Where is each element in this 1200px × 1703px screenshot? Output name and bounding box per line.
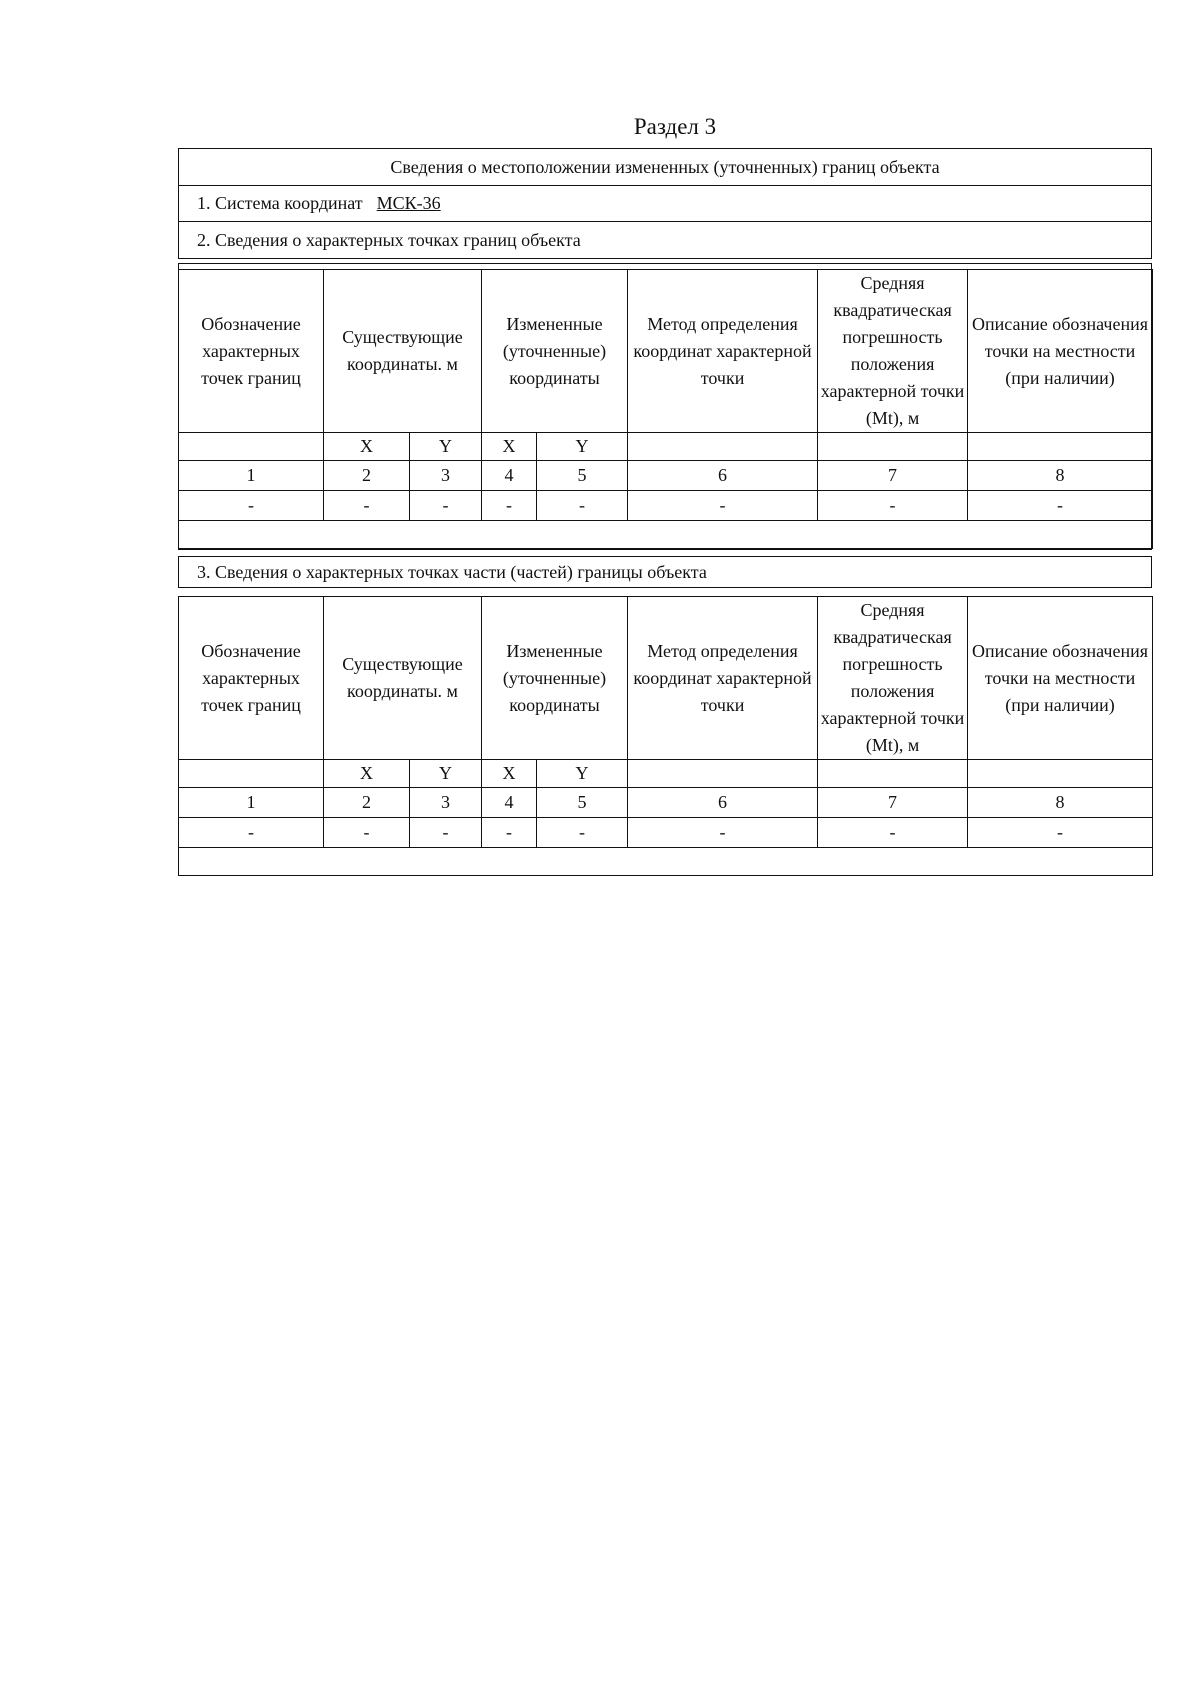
table2-axes-row: [179, 760, 1153, 788]
col-number: 8: [968, 788, 1153, 818]
col-number: 5: [537, 461, 628, 491]
col-existing: Существующие координаты. м: [324, 597, 482, 760]
coord-system-row: [178, 185, 1152, 222]
col-number: 1: [179, 461, 324, 491]
col-changed: Измененные (уточненные) координаты: [482, 597, 628, 760]
table-cell: -: [410, 818, 482, 848]
page-title: Раздел 3: [633, 114, 717, 139]
table-cell: -: [628, 818, 818, 848]
col-number: 8: [968, 461, 1153, 491]
table-cell: -: [410, 491, 482, 521]
table-cell: -: [179, 818, 324, 848]
col-number: 7: [818, 461, 968, 491]
table2-empty-row: [179, 848, 1153, 876]
axis-x: X: [482, 433, 537, 461]
block2-title-row: [178, 221, 1152, 259]
table2-number-row: [179, 788, 1153, 818]
axis-x: X: [324, 760, 410, 788]
table1-data-row: [179, 491, 1153, 521]
col-method: Метод определения координат характерной точки: [628, 597, 818, 760]
axis-y: Y: [410, 433, 482, 461]
table2-header-row: [179, 597, 1153, 760]
table-cell: -: [818, 818, 968, 848]
table-cell: -: [324, 818, 410, 848]
table-cell: -: [818, 491, 968, 521]
table-cell: -: [537, 491, 628, 521]
col-error: Средняя квадратическая погрешность положения характерной точки (Mt), м: [818, 270, 968, 433]
col-description: Описание обозначения точки на местности (при наличии): [968, 597, 1153, 760]
table1-empty-row: [179, 521, 1153, 549]
table1: [178, 269, 1153, 549]
section-header: [178, 148, 1152, 186]
col-number: 5: [537, 788, 628, 818]
table-cell: -: [968, 491, 1153, 521]
table-cell: -: [537, 818, 628, 848]
col-number: 3: [410, 461, 482, 491]
coord-system-value: МСК-36: [376, 193, 441, 213]
coord-system-label: 1. Система координат: [197, 193, 363, 213]
table1-axes-row: [179, 433, 1153, 461]
col-number: 7: [818, 788, 968, 818]
axis-x: X: [324, 433, 410, 461]
col-number: 2: [324, 788, 410, 818]
table-cell: -: [324, 491, 410, 521]
table-cell: -: [482, 491, 537, 521]
col-description: Описание обозначения точки на местности (при наличии): [968, 270, 1153, 433]
section-header-text: Сведения о местоположении измененных (уточненных) границ объекта: [390, 156, 940, 177]
col-designation: Обозначение характерных точек границ: [179, 597, 324, 760]
col-number: 2: [324, 461, 410, 491]
col-number: 1: [179, 788, 324, 818]
col-number: 4: [482, 788, 537, 818]
col-number: 3: [410, 788, 482, 818]
col-number: 6: [628, 461, 818, 491]
axis-x: X: [482, 760, 537, 788]
block3-title: 3. Сведения о характерных точках части (частей) границы объекта: [197, 561, 707, 582]
table1-header-row: [179, 270, 1153, 433]
col-designation: Обозначение характерных точек границ: [179, 270, 324, 433]
col-error: Средняя квадратическая погрешность положения характерной точки (Mt), м: [818, 597, 968, 760]
table-cell: -: [628, 491, 818, 521]
table-cell: -: [482, 818, 537, 848]
col-existing: Существующие координаты. м: [324, 270, 482, 433]
block2-title: 2. Сведения о характерных точках границ объекта: [197, 229, 581, 250]
axis-y: Y: [410, 760, 482, 788]
table2: [178, 596, 1153, 876]
table-cell: -: [968, 818, 1153, 848]
col-changed: Измененные (уточненные) координаты: [482, 270, 628, 433]
col-method: Метод определения координат характерной точки: [628, 270, 818, 433]
axis-y: Y: [537, 433, 628, 461]
table1-number-row: [179, 461, 1153, 491]
table-cell: -: [179, 491, 324, 521]
col-number: 6: [628, 788, 818, 818]
block3-title-row: [178, 556, 1152, 588]
col-number: 4: [482, 461, 537, 491]
table2-data-row: [179, 818, 1153, 848]
axis-y: Y: [537, 760, 628, 788]
